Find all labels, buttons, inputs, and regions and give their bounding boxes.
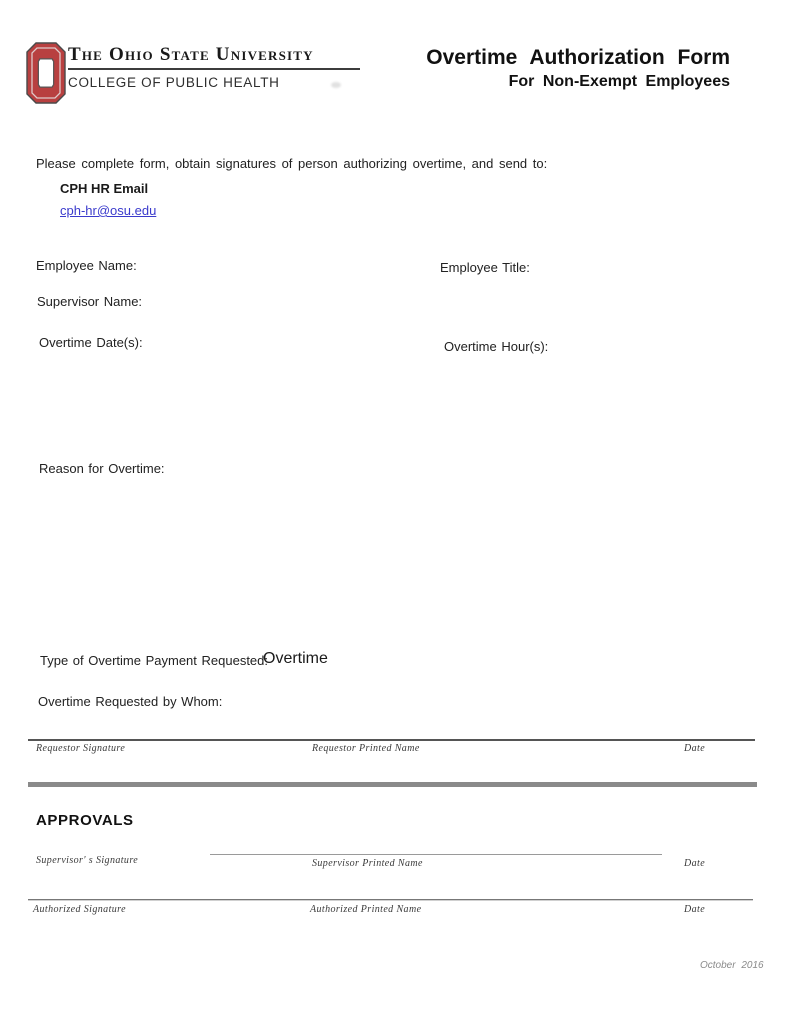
form-title-block [396, 46, 730, 91]
authorized-printed-name-label: Authorized Printed Name [310, 904, 422, 915]
approvals-heading: APPROVALS [36, 812, 134, 829]
employee-title-label: Employee Title: [440, 260, 530, 275]
reason-for-overtime-label: Reason for Overtime: [39, 461, 165, 476]
authorized-signature-label: Authorized Signature [33, 904, 126, 915]
supervisor-date-label: Date [684, 858, 706, 869]
authorized-date-label: Date [684, 904, 706, 915]
university-name: The Ohio State University [68, 44, 314, 65]
supervisor-signature-line [210, 854, 662, 855]
osu-block-o-logo-icon [26, 42, 66, 104]
overtime-hours-label: Overtime Hour(s): [444, 339, 549, 354]
authorized-signature-line [28, 899, 753, 900]
form-title: Overtime Authorization Form [426, 46, 730, 69]
requestor-signature-line [28, 739, 755, 741]
form-subtitle: For Non-Exempt Employees [508, 73, 730, 90]
employee-name-label: Employee Name: [36, 258, 137, 273]
requested-by-whom-label: Overtime Requested by Whom: [38, 694, 223, 709]
payment-type-value: Overtime [263, 650, 328, 667]
requestor-printed-name-label: Requestor Printed Name [312, 743, 420, 754]
payment-type-label: Type of Overtime Payment Requested: [40, 653, 268, 668]
header-rule [68, 68, 360, 70]
requestor-signature-label: Requestor Signature [36, 743, 126, 754]
overtime-dates-label: Overtime Date(s): [39, 335, 143, 350]
contact-email-link[interactable]: cph-hr@osu.edu [60, 203, 157, 218]
supervisor-signature-label: Supervisor' s Signature [36, 855, 139, 866]
college-name: COLLEGE OF PUBLIC HEALTH [68, 75, 280, 90]
requestor-date-label: Date [684, 743, 706, 754]
instructions-text: Please complete form, obtain signatures of person authorizing overtime, and send to: [36, 156, 548, 171]
section-divider-bar [28, 782, 757, 787]
contact-name: CPH HR Email [60, 181, 149, 196]
scan-artifact-dot [331, 82, 341, 88]
revision-date: October 2016 [700, 960, 764, 971]
supervisor-printed-name-label: Supervisor Printed Name [312, 858, 423, 869]
supervisor-name-label: Supervisor Name: [37, 294, 143, 309]
